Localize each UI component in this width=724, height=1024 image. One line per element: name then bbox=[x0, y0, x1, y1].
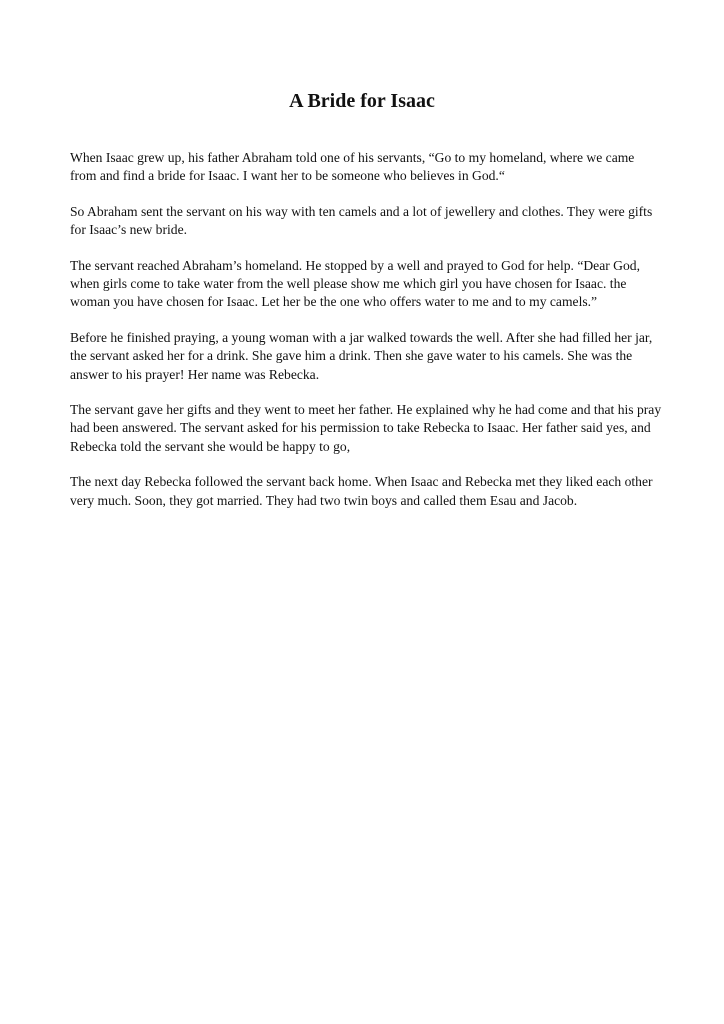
paragraph-1: When Isaac grew up, his father Abraham told one of his servants, “Go to my homeland, where we came from and find a bride for Isaac. I want her to be someone who believes in God.“ bbox=[70, 150, 635, 184]
paragraph-6: The next day Rebecka followed the servant back home. When Isaac and Rebecka met they liked each other very much. Soon, they got married. They had two twin boys and called them Esau and Jacob. bbox=[70, 474, 653, 508]
page-title: A Bride for Isaac bbox=[289, 90, 435, 112]
paragraph-3: The servant reached Abraham’s homeland. He stopped by a well and prayed to God for help. “Dear God, when girls come to take water from the well please show me which girl you have chosen for Isaac. the woman you have chosen for Isaac. Let her be the one who offers water to me and to my camels.” bbox=[70, 257, 640, 310]
paragraph-4: Before he finished praying, a young woman with a jar walked towards the well. After she had filled her jar, the servant asked her for a drink. She gave him a drink. Then she gave water to his camels. She was the answer to his prayer! Her name was Rebecka. bbox=[70, 329, 653, 382]
paragraph-2: So Abraham sent the servant on his way with ten camels and a lot of jewellery and clothes. They were gifts for Isaac’s new bride. bbox=[70, 203, 653, 238]
paragraph-5: The servant gave her gifts and they went to meet her father. He explained why he had come and that his pray had been answered. The servant asked for his permission to take Rebecka to Isaac. Her father said yes, and Rebecka told the servant she would be happy to go, bbox=[70, 402, 662, 454]
story-body bbox=[70, 149, 662, 527]
